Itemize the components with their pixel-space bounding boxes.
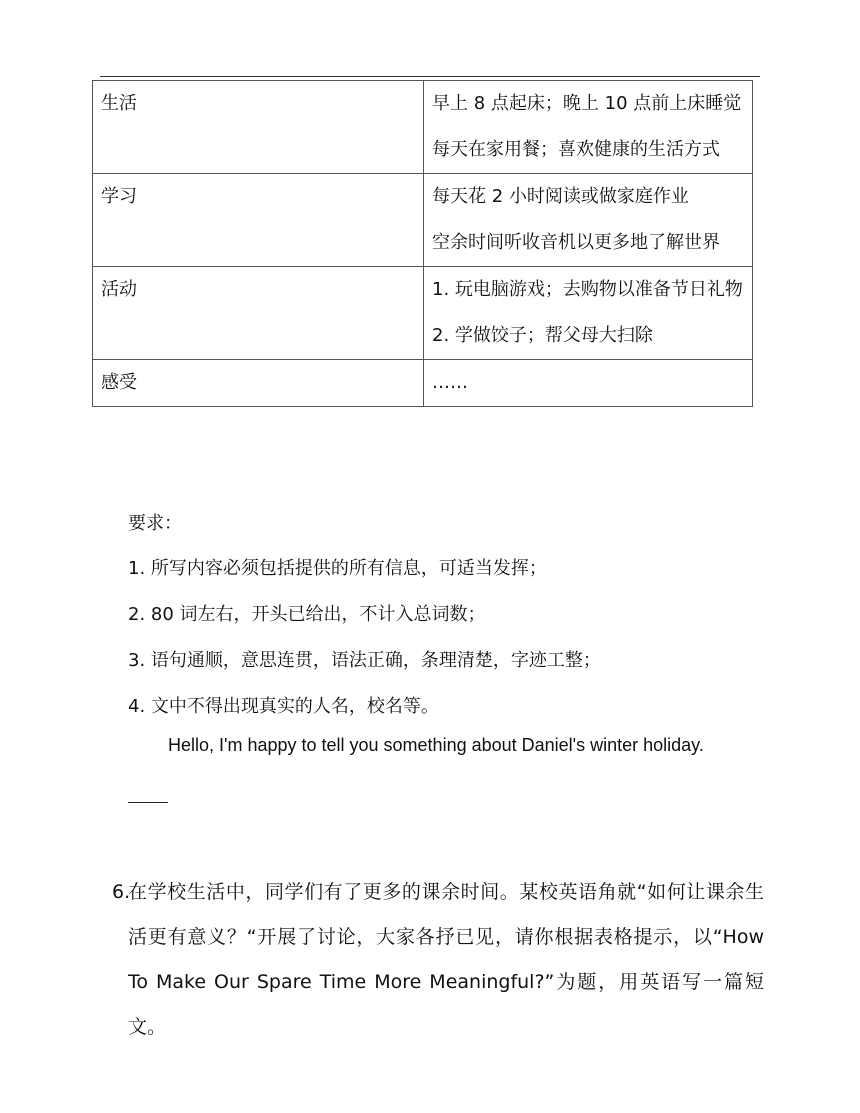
detail-line: 1. 玩电脑游戏；去购物以准备节日礼物 (432, 279, 743, 300)
answer-blank-line (128, 802, 168, 803)
table-cell-details (424, 81, 753, 174)
table-row (93, 174, 753, 267)
requirement-item: 4. 文中不得出现真实的人名，校名等。 (128, 696, 439, 717)
table-cell-details (424, 267, 753, 360)
question-6 (112, 870, 764, 1050)
table-cell-details (424, 174, 753, 267)
requirement-item: 1. 所写内容必须包括提供的所有信息，可适当发挥； (128, 558, 547, 579)
requirement-item: 3. 语句通顺，意思连贯，语法正确，条理清楚，字迹工整； (128, 650, 601, 671)
detail-line: 每天花 2 小时阅读或做家庭作业 (432, 186, 689, 207)
detail-line: 早上 8 点起床；晚上 10 点前上床睡觉 (432, 93, 742, 114)
requirements-title: 要求： (128, 513, 182, 534)
essay-opening: Hello, I'm happy to tell you something about Daniel's winter holiday. (168, 735, 704, 755)
table-row (93, 267, 753, 360)
table-cell-category: 感受 (93, 360, 424, 407)
table-cell-category: 活动 (93, 267, 424, 360)
table-row (93, 360, 753, 407)
table-cell-details (424, 360, 753, 407)
requirement-item: 2. 80 词左右，开头已给出，不计入总词数； (128, 604, 486, 625)
detail-line: …… (432, 372, 468, 393)
question-text: 在学校生活中，同学们有了更多的课余时间。某校英语角就“如何让课余生活更有意义？“开展了讨论，大家各抒已见，请你根据表格提示，以“How To Make Our Spare Time More Meaningful?”为题，用英语写一篇短文。 (128, 881, 764, 1038)
detail-line: 2. 学做饺子；帮父母大扫除 (432, 325, 653, 346)
question-number: 6. (112, 881, 131, 903)
detail-line: 空余时间听收音机以更多地了解世界 (432, 232, 720, 253)
header-rule (100, 76, 760, 77)
table-cell-category: 学习 (93, 174, 424, 267)
table-row (93, 81, 753, 174)
table-cell-category: 生活 (93, 81, 424, 174)
info-table (92, 80, 753, 407)
detail-line: 每天在家用餐；喜欢健康的生活方式 (432, 139, 720, 160)
